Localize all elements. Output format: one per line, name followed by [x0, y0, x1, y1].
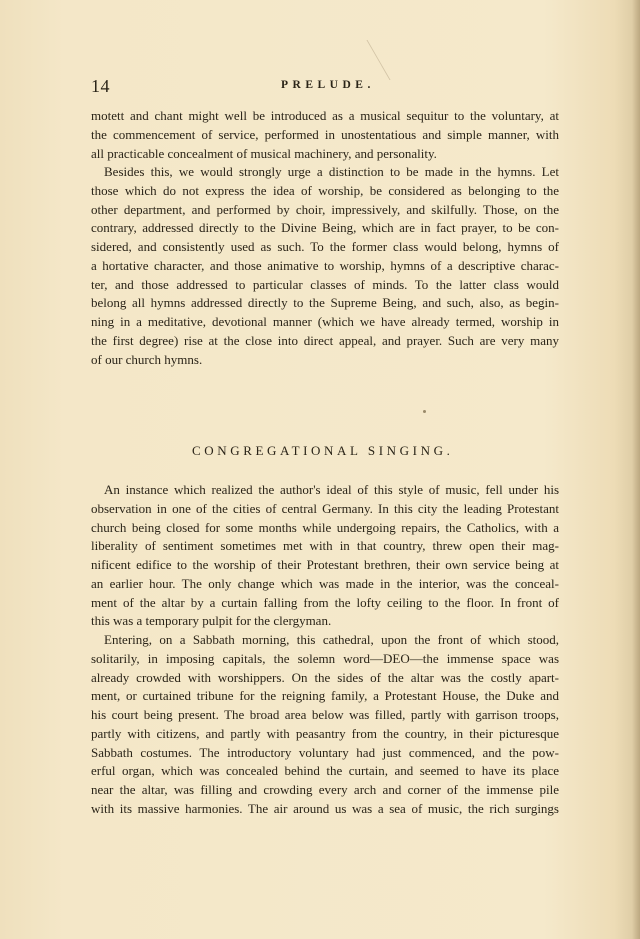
text-line: An instance which realized the author's ideal of this style of music, fell under his — [104, 482, 559, 497]
text-line: already crowded with worshippers. On the sides of the altar was the costly apart- — [91, 669, 559, 685]
page-number: 14 — [91, 76, 110, 96]
text-line: Entering, on a Sabbath morning, this cathedral, upon the front of which stood, — [104, 632, 559, 647]
text-line: this was a temporary pulpit for the clergyman. — [91, 613, 332, 629]
page-edge-shadow — [632, 0, 640, 939]
text-line: ment, or curtained tribune for the reigning family, a Protestant House, the Duke and — [91, 688, 559, 704]
text-line: Besides this, we would strongly urge a distinction to be made in the hymns. Let — [104, 164, 559, 179]
text-line: observation in one of the cities of central Germany. In this city the leading Protestant — [91, 500, 559, 516]
text-line: the commencement of service, performed in unostentatious and simple manner, with — [91, 126, 559, 142]
text-line: his court being present. The broad area below was filled, partly with garrison troops, — [91, 707, 559, 722]
text-line: erful organ, which was concealed behind the curtain, and seemed to have its place — [91, 763, 559, 779]
text-line: all practicable concealment of musical machinery, and personality. — [91, 145, 437, 161]
text-line: sidered, and consistently used as such. To the former class would belong, hymns of — [91, 239, 559, 254]
text-line: Sabbath costumes. The introductory voluntary had just commenced, and the pow- — [91, 744, 559, 760]
paragraph-hymns — [91, 163, 559, 369]
section-heading: CONGREGATIONAL SINGING. — [192, 443, 454, 458]
text-line: other department, and performed by choir, impressively, and skilfully. Those, on the — [91, 201, 559, 217]
text-line: an earlier hour. The only change which was made in the interior, was the conceal- — [91, 575, 559, 591]
text-line: contrary, addressed directly to the Divine Being, which are in fact prayer, to be con- — [91, 220, 559, 236]
paragraph-continued — [91, 107, 559, 163]
text-line: partly with citizens, and partly with peasantry from the country, in their picturesque — [91, 725, 559, 741]
text-line: nificent edifice to the worship of their Protestant brethren, their own service being at — [91, 557, 559, 572]
text-line: church being closed for some months while undergoing repairs, the Catholics, with a — [91, 519, 559, 535]
text-line: with its massive harmonies. The air around us was a sea of music, the rich surgings — [91, 800, 559, 816]
text-line: the first degree) rise at the close into direct appeal, and prayer. Such are very many — [91, 332, 559, 348]
text-line: near the altar, was filling and crowding every arch and corner of the immense pile — [91, 782, 559, 797]
text-line: of our church hymns. — [91, 351, 203, 367]
text-line: liberality of sentiment sometimes met with in that country, threw open their mag- — [91, 538, 559, 554]
paragraph-entering — [91, 631, 559, 819]
text-line: belong all hymns addressed directly to the Supreme Being, and such, also, as begin- — [91, 295, 559, 311]
running-head: PRELUDE. — [281, 79, 375, 91]
text-line: ning in a meditative, devotional manner (which we have already termed, worship in — [91, 314, 559, 329]
text-line: those which do not express the idea of worship, be considered as belonging to the — [91, 182, 559, 198]
text-line: a hortative character, and those animative to worship, hymns of a descriptive charac- — [91, 257, 559, 273]
page-header — [91, 76, 559, 96]
text-line: motett and chant might well be introduced as a musical sequitur to the voluntary, at — [91, 108, 559, 123]
paper-crease — [338, 40, 390, 80]
ornament-dot — [423, 410, 426, 413]
text-line: ter, and those addressed to particular classes of minds. To the latter class would — [91, 276, 559, 292]
paragraph-instance — [91, 481, 559, 631]
text-line: ment of the altar by a curtain falling from the lofty ceiling to the floor. In front of — [91, 594, 559, 610]
text-line: solitarily, in imposing capitals, the solemn word—DEO—the immense space was — [91, 650, 559, 666]
